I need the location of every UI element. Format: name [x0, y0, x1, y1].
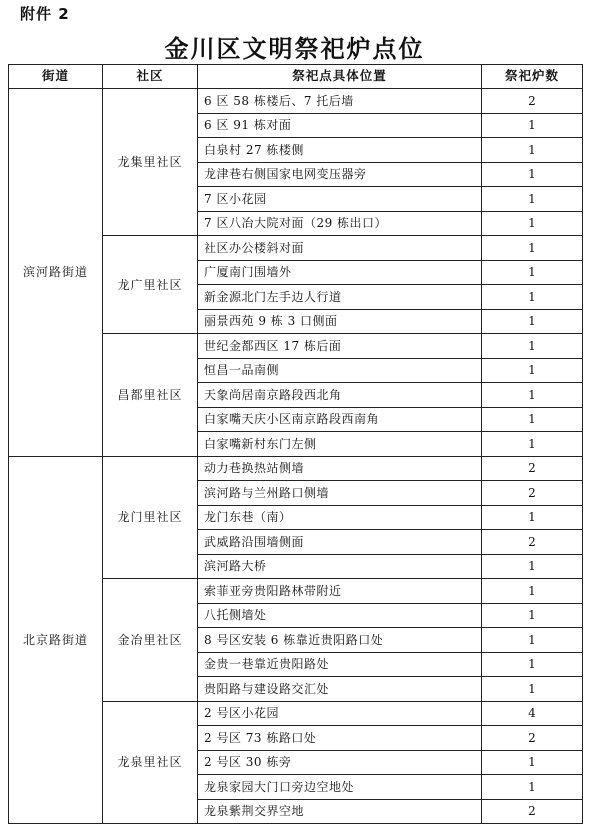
location-cell: 滨河路大桥: [198, 554, 482, 579]
location-cell: 动力巷换热站侧墙: [198, 456, 482, 481]
document-title: 金川区文明祭祀炉点位: [164, 34, 425, 63]
count-cell: 2: [482, 530, 583, 555]
count-cell: 2: [482, 726, 583, 751]
location-cell: 7 区八冶大院对面（29 栋出口）: [198, 211, 482, 236]
table-row: [9, 456, 583, 481]
location-cell: 白家嘴新村东门左侧: [198, 432, 482, 457]
street-cell: 滨河路街道: [9, 89, 103, 457]
community-cell: 昌都里社区: [103, 334, 198, 457]
count-cell: 1: [482, 113, 583, 138]
location-cell: 索菲亚旁贵阳路林带附近: [198, 579, 482, 604]
location-cell: 7 区小花园: [198, 187, 482, 212]
count-cell: 1: [482, 309, 583, 334]
count-cell: 1: [482, 628, 583, 653]
location-cell: 8 号区安装 6 栋靠近贵阳路口处: [198, 628, 482, 653]
count-cell: 1: [482, 505, 583, 530]
count-cell: 1: [482, 677, 583, 702]
location-cell: 世纪金都西区 17 栋后面: [198, 334, 482, 359]
count-cell: 2: [482, 456, 583, 481]
count-cell: 1: [482, 579, 583, 604]
count-cell: 1: [482, 162, 583, 187]
community-cell: 龙广里社区: [103, 236, 198, 334]
location-cell: 八托侧墙处: [198, 603, 482, 628]
community-cell: 龙集里社区: [103, 89, 198, 236]
count-cell: 1: [482, 358, 583, 383]
community-cell: 龙泉里社区: [103, 701, 198, 824]
count-cell: 1: [482, 334, 583, 359]
column-header-location: 祭祀点具体位置: [198, 65, 482, 89]
community-cell: 龙门里社区: [103, 456, 198, 579]
location-cell: 龙门东巷（南）: [198, 505, 482, 530]
count-cell: 1: [482, 603, 583, 628]
count-cell: 1: [482, 383, 583, 408]
location-cell: 6 区 58 栋楼后、7 托后墙: [198, 89, 482, 114]
column-header-street: 街道: [9, 65, 103, 89]
location-cell: 丽景西苑 9 栋 3 口侧面: [198, 309, 482, 334]
count-cell: 2: [482, 799, 583, 824]
table-row: [9, 89, 583, 114]
location-cell: 恒昌一品南侧: [198, 358, 482, 383]
location-cell: 广厦南门围墙外: [198, 260, 482, 285]
location-cell: 金贵一巷靠近贵阳路处: [198, 652, 482, 677]
location-cell: 贵阳路与建设路交汇处: [198, 677, 482, 702]
location-cell: 2 号区 73 栋路口处: [198, 726, 482, 751]
table-header-row: [9, 65, 583, 89]
location-cell: 龙泉紫荆交界空地: [198, 799, 482, 824]
location-cell: 白泉村 27 栋楼侧: [198, 138, 482, 163]
column-header-community: 社区: [103, 65, 198, 89]
location-cell: 2 号区小花园: [198, 701, 482, 726]
altar-location-table: [8, 64, 583, 824]
column-header-count: 祭祀炉数: [482, 65, 583, 89]
count-cell: 1: [482, 407, 583, 432]
count-cell: 1: [482, 285, 583, 310]
count-cell: 1: [482, 652, 583, 677]
location-cell: 滨河路与兰州路口侧墙: [198, 481, 482, 506]
count-cell: 1: [482, 236, 583, 261]
count-cell: 2: [482, 481, 583, 506]
count-cell: 1: [482, 138, 583, 163]
count-cell: 1: [482, 750, 583, 775]
count-cell: 1: [482, 554, 583, 579]
location-cell: 龙泉家园大门口旁边空地处: [198, 775, 482, 800]
location-cell: 天象尚居南京路段西北角: [198, 383, 482, 408]
count-cell: 1: [482, 187, 583, 212]
count-cell: 1: [482, 775, 583, 800]
count-cell: 1: [482, 432, 583, 457]
count-cell: 2: [482, 89, 583, 114]
count-cell: 1: [482, 211, 583, 236]
location-cell: 白家嘴天庆小区南京路段西南角: [198, 407, 482, 432]
location-cell: 新金源北门左手边人行道: [198, 285, 482, 310]
location-cell: 龙津巷右侧国家电网变压器旁: [198, 162, 482, 187]
community-cell: 金冶里社区: [103, 579, 198, 702]
attachment-label: 附件 2: [20, 5, 70, 23]
count-cell: 4: [482, 701, 583, 726]
table-body: [9, 89, 583, 824]
location-cell: 2 号区 30 栋旁: [198, 750, 482, 775]
location-cell: 社区办公楼斜对面: [198, 236, 482, 261]
location-cell: 6 区 91 栋对面: [198, 113, 482, 138]
count-cell: 1: [482, 260, 583, 285]
street-cell: 北京路街道: [9, 456, 103, 824]
location-cell: 武威路沿围墙侧面: [198, 530, 482, 555]
